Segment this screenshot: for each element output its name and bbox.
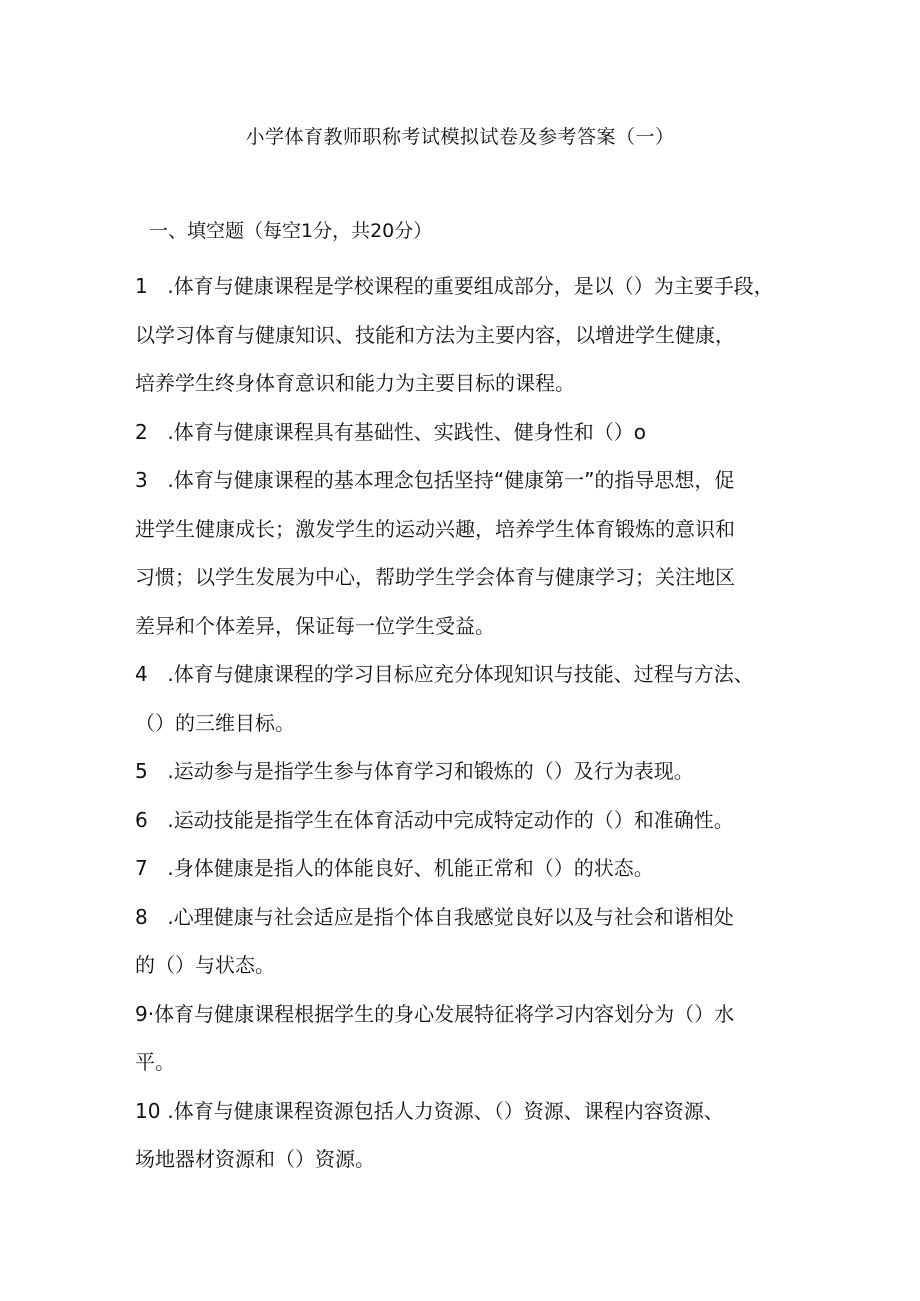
question-number: 5 — [135, 759, 148, 783]
section-heading: 一、填空题（每空1分，共20分） — [149, 220, 433, 242]
question-text-line: 培养学生终身体育意识和能力为主要目标的课程。 — [135, 371, 575, 395]
question-text-line: .体育与健康课程是学校课程的重要组成部分，是以（）为主要手段， — [161, 274, 774, 298]
question-number: 1 — [135, 274, 148, 298]
question-3 — [135, 456, 795, 650]
question-number: 7 — [135, 856, 148, 880]
question-text-line: .心理健康与社会适应是指个体自我感觉良好以及与社会和谐相处 — [161, 904, 734, 929]
question-text-line: .体育与健康课程资源包括人力资源、（）资源、课程内容资源、 — [161, 1098, 724, 1123]
question-text-line: （）的三维目标。 — [135, 710, 295, 735]
question-text-line: 差异和个体差异，保证每一位学生受益。 — [135, 613, 495, 638]
question-text-line: 场地器材资源和（）资源。 — [135, 1147, 375, 1171]
question-8 — [135, 893, 795, 990]
question-7 — [135, 844, 795, 893]
question-text-line: 以学习体育与健康知识、技能和方法为主要内容，以增进学生健康， — [135, 322, 735, 347]
question-text-line: 进学生健康成长；激发学生的运动兴趣，培养学生体育锻炼的意识和 — [135, 516, 735, 541]
document-title: 小学体育教师职称考试模拟试卷及参考答案（一） — [245, 126, 675, 148]
question-6 — [135, 796, 795, 845]
question-number: 3 — [135, 468, 148, 492]
question-text-line: .运动参与是指学生参与体育学习和锻炼的（）及行为表现。 — [161, 759, 694, 783]
question-text-line: .体育与健康课程具有基础性、实践性、健身性和（）o — [161, 419, 646, 444]
question-10 — [135, 1087, 795, 1184]
question-text-line: .体育与健康课程的基本理念包括坚持“健康第一”的指导思想，促 — [161, 468, 735, 492]
question-number: 9 — [135, 1001, 148, 1026]
question-2 — [135, 408, 795, 457]
question-5 — [135, 747, 795, 796]
question-text-line: 的（）与状态。 — [135, 953, 275, 977]
question-number: 2 — [135, 419, 148, 444]
question-text-line: .运动技能是指学生在体育活动中完成特定动作的（）和准确性。 — [161, 807, 734, 832]
question-text-line: .体育与健康课程的学习目标应充分体现知识与技能、过程与方法、 — [161, 662, 754, 686]
question-1 — [135, 262, 795, 408]
question-text-line: ·体育与健康课程根据学生的身心发展特征将学习内容划分为（）水 — [147, 1001, 735, 1026]
question-4 — [135, 650, 795, 747]
question-9 — [135, 990, 795, 1087]
question-list — [135, 262, 795, 1184]
question-number: 4 — [135, 662, 148, 686]
question-text-line: 平。 — [135, 1050, 175, 1074]
question-number: 6 — [135, 807, 148, 832]
question-number: 8 — [135, 904, 148, 929]
question-text-line: .身体健康是指人的体能良好、机能正常和（）的状态。 — [161, 856, 654, 880]
question-text-line: 习惯；以学生发展为中心，帮助学生学会体育与健康学习；关注地区 — [135, 565, 735, 589]
question-number: 10 — [135, 1098, 161, 1123]
